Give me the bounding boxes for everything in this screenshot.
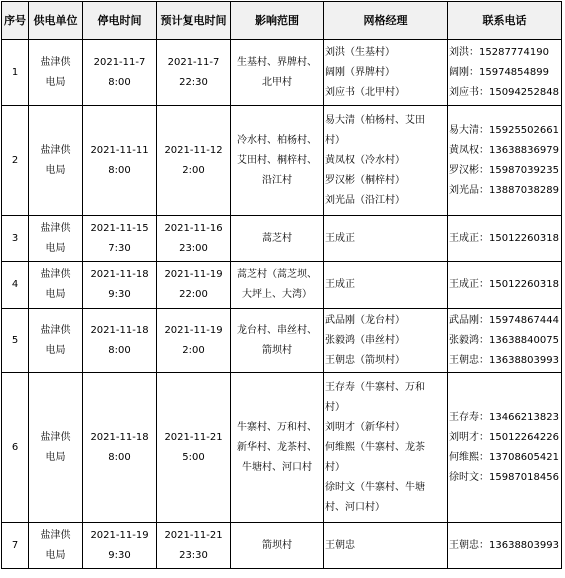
table-row (2, 106, 562, 216)
row-no: 7 (2, 523, 29, 569)
row-phones: 王存寿：13466213823 刘明才：15012264226 何维熙：13708605421 徐时文：15987018456 (448, 373, 562, 523)
row-phones: 刘洪：15287774190 阔刚：15974854899 刘应书：15094252848 (448, 40, 562, 106)
row-no: 3 (2, 216, 29, 262)
header-manager: 网格经理 (324, 2, 448, 40)
row-off-time: 2021-11-18 8:00 (83, 309, 157, 373)
row-restore-time: 2021-11-19 22:00 (157, 262, 231, 309)
header-no: 序号 (2, 2, 29, 40)
table-row (2, 216, 562, 262)
row-unit: 盐津供 电局 (29, 40, 83, 106)
row-off-time: 2021-11-18 8:00 (83, 373, 157, 523)
row-managers: 武品刚（龙台村） 张毅鸿（串丝村） 王朝忠（箭坝村） (324, 309, 448, 373)
row-scope: 牛寨村、万和村、 新华村、龙茶村、 牛塘村、河口村 (231, 373, 324, 523)
row-restore-time: 2021-11-7 22:30 (157, 40, 231, 106)
row-restore-time: 2021-11-21 23:30 (157, 523, 231, 569)
row-phones: 武品刚：15974867444 张毅鸿：13638840075 王朝忠：13638803993 (448, 309, 562, 373)
row-off-time: 2021-11-7 8:00 (83, 40, 157, 106)
row-scope: 冷水村、柏杨村、 艾田村、桐梓村、 沿江村 (231, 106, 324, 216)
power-outage-table (1, 1, 562, 569)
row-unit: 盐津供 电局 (29, 262, 83, 309)
header-phone: 联系电话 (448, 2, 562, 40)
row-phones: 王成正：15012260318 (448, 262, 562, 309)
row-unit: 盐津供 电局 (29, 309, 83, 373)
row-no: 4 (2, 262, 29, 309)
row-managers: 王成正 (324, 216, 448, 262)
row-unit: 盐津供 电局 (29, 373, 83, 523)
header-off-time: 停电时间 (83, 2, 157, 40)
table-row (2, 523, 562, 569)
row-no: 6 (2, 373, 29, 523)
row-phones: 王朝忠：13638803993 (448, 523, 562, 569)
table-row (2, 40, 562, 106)
row-scope: 龙台村、串丝村、 箭坝村 (231, 309, 324, 373)
row-no: 5 (2, 309, 29, 373)
row-restore-time: 2021-11-19 2:00 (157, 309, 231, 373)
row-no: 1 (2, 40, 29, 106)
row-managers: 王朝忠 (324, 523, 448, 569)
table-row (2, 373, 562, 523)
row-off-time: 2021-11-11 8:00 (83, 106, 157, 216)
row-no: 2 (2, 106, 29, 216)
row-restore-time: 2021-11-21 5:00 (157, 373, 231, 523)
header-scope: 影响范围 (231, 2, 324, 40)
table-row (2, 262, 562, 309)
header-row (2, 2, 562, 40)
row-managers: 王存寿（牛寨村、万和 村） 刘明才（新华村） 何维熙（牛寨村、龙茶 村） 徐时文（牛寨村、牛塘 村、河口村） (324, 373, 448, 523)
row-managers: 刘洪（生基村） 阔刚（界牌村） 刘应书（北甲村） (324, 40, 448, 106)
row-scope: 蒿芝村 (231, 216, 324, 262)
row-managers: 易大清（柏杨村、艾田 村） 黄凤权（冷水村） 罗汉彬（桐梓村） 刘光品（沿江村） (324, 106, 448, 216)
row-unit: 盐津供 电局 (29, 106, 83, 216)
row-off-time: 2021-11-18 9:30 (83, 262, 157, 309)
row-phones: 易大清：15925502661 黄凤权：13638836979 罗汉彬：15987039235 刘光品：13887038289 (448, 106, 562, 216)
table-row (2, 309, 562, 373)
row-restore-time: 2021-11-12 2:00 (157, 106, 231, 216)
row-unit: 盐津供 电局 (29, 216, 83, 262)
header-unit: 供电单位 (29, 2, 83, 40)
row-scope: 生基村、界牌村、 北甲村 (231, 40, 324, 106)
row-off-time: 2021-11-19 9:30 (83, 523, 157, 569)
row-unit: 盐津供 电局 (29, 523, 83, 569)
row-restore-time: 2021-11-16 23:00 (157, 216, 231, 262)
row-phones: 王成正：15012260318 (448, 216, 562, 262)
row-scope: 蒿芝村（蒿芝坝、 大坪上、大湾） (231, 262, 324, 309)
header-restore-time: 预计复电时间 (157, 2, 231, 40)
row-managers: 王成正 (324, 262, 448, 309)
row-off-time: 2021-11-15 7:30 (83, 216, 157, 262)
row-scope: 箭坝村 (231, 523, 324, 569)
